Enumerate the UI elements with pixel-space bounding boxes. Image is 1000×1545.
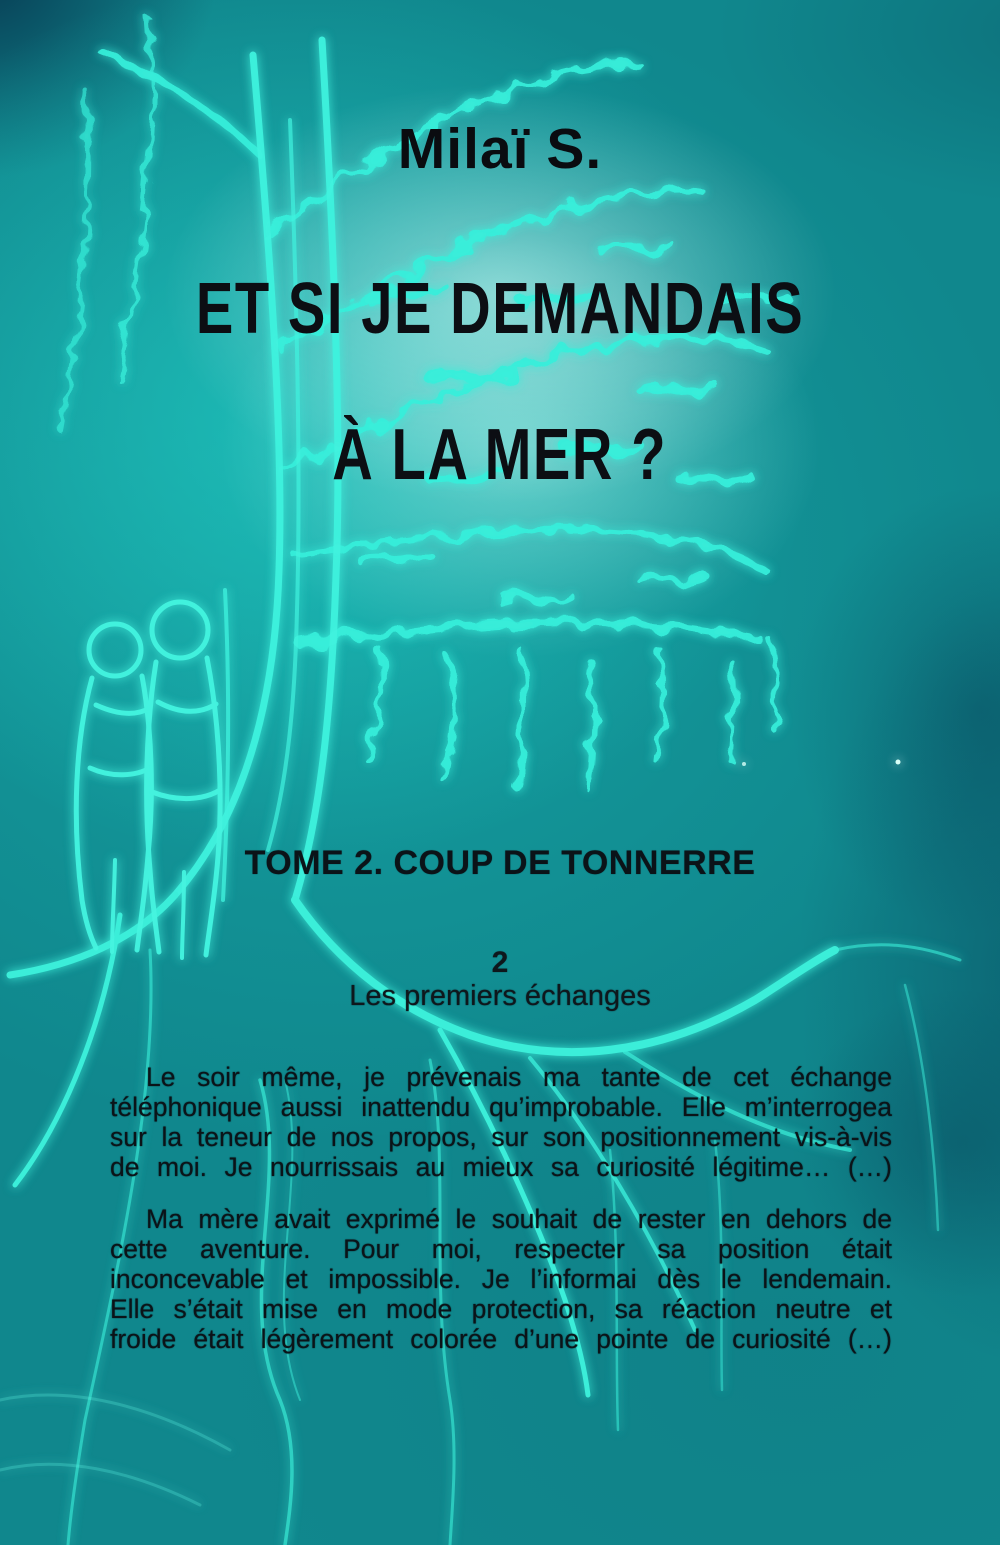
light-specks (742, 760, 901, 767)
paragraph-line: inconcevable et impossible. Je l’informai dès le lendemain. (110, 1264, 892, 1294)
title-line-1-text: ET SI JE DEMANDAIS (195, 269, 805, 349)
body-paragraph (110, 1062, 892, 1182)
couple-figures (76, 602, 220, 958)
paragraph-line: sur la teneur de nos propos, sur son positionnement vis-à-vis (110, 1122, 892, 1152)
series-subtitle: TOME 2. COUP DE TONNERRE (244, 844, 756, 882)
title-line-1 (0, 268, 1000, 350)
paragraph-line: Le soir même, je prévenais ma tante de cet échange (146, 1062, 892, 1092)
paragraph-line: téléphonique aussi inattendu qu’improbable. Elle m’interrogea (110, 1092, 892, 1122)
title-line-2-text: À LA MER ? (332, 415, 668, 495)
paragraph-line: Elle s’était mise en mode protection, sa réaction neutre et (110, 1294, 892, 1324)
excerpt-text (110, 1062, 892, 1354)
chapter-title: Les premiers échanges (349, 980, 651, 1012)
author-name: Milaï S. (397, 117, 603, 181)
water-ripples (0, 1395, 230, 1505)
paragraph-line: froide était légèrement colorée d’une pointe de curiosité (…) (110, 1324, 892, 1354)
body-paragraph (110, 1204, 892, 1354)
title-line-2 (0, 414, 1000, 496)
paragraph-line: Ma mère avait exprimé le souhait de rester en dehors de (146, 1204, 892, 1234)
paragraph-line: cette aventure. Pour moi, respecter sa position était (110, 1234, 892, 1264)
paragraph-line: de moi. Je nourrissais au mieux sa curiosité légitime… (…) (110, 1152, 892, 1182)
chapter-number: 2 (491, 946, 509, 979)
